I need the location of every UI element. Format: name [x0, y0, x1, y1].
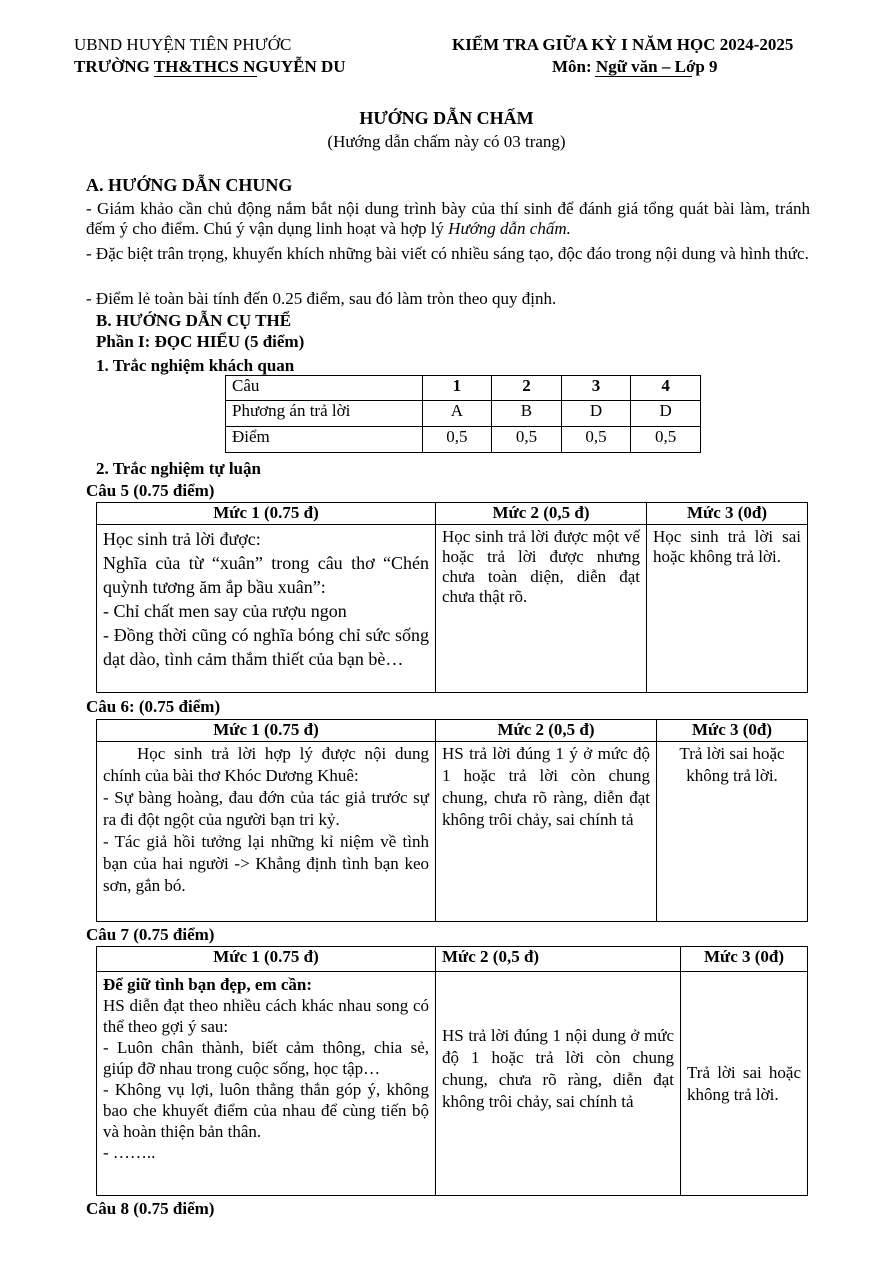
- table-cell: A: [422, 401, 492, 427]
- rubric-header-row: [97, 947, 808, 972]
- subject-name: Ngữ văn – Lớp 9: [595, 57, 718, 76]
- rubric-line: - Tác giả hồi tưởng lại những kỉ niệm về tình bạn của hai người -> Khẳng định tình bạn keo sơn, gắn bó.: [103, 832, 429, 895]
- part-1-heading: Phần I: ĐỌC HIỂU (5 điểm): [96, 332, 305, 351]
- school-name-text: TRƯỜNG TH&THCS NGUYỄN DU: [74, 57, 346, 76]
- question-5-heading: Câu 5 (0.75 điểm): [86, 481, 215, 500]
- rubric-line: - Chỉ chất men say của rượu ngon: [103, 601, 347, 621]
- rubric-line-bold: Để giữ tình bạn đẹp, em cần:: [103, 975, 313, 994]
- section-a-p1-italic: Hướng dẫn chấm.: [448, 219, 571, 238]
- level-3-header: Mức 3 (0đ): [681, 947, 808, 972]
- level-1-content: [97, 742, 436, 922]
- table-row: [226, 427, 701, 453]
- rubric-header-row: [97, 720, 808, 742]
- level-2-content: HS trả lời đúng 1 ý ở mức độ 1 hoặc trả lời còn chung chung, chưa rõ ràng, diễn đạt không trôi chảy, sai chính tả: [436, 742, 657, 922]
- level-1-header: Mức 1 (0.75 đ): [97, 503, 436, 525]
- rubric-line: - Sự bàng hoàng, đau đớn của tác giả trước sự ra đi đột ngột của người bạn tri kỷ.: [103, 788, 429, 829]
- rubric-line: Học sinh trả lời hợp lý được nội dung chính của bài thơ Khóc Dương Khuê:: [103, 744, 429, 785]
- question-5-rubric-table: [96, 502, 808, 693]
- subject-underline: [595, 76, 692, 77]
- level-3-content: Học sinh trả lời sai hoặc không trả lời.: [647, 525, 808, 693]
- question-7-rubric-table: [96, 946, 808, 1196]
- rubric-content-row: [97, 525, 808, 693]
- level-2-header: Mức 2 (0,5 đ): [436, 947, 681, 972]
- level-1-content: [97, 972, 436, 1196]
- mc-header-cell: 2: [492, 376, 562, 401]
- section-b-heading: B. HƯỚNG DẪN CỤ THỂ: [96, 311, 292, 330]
- level-1-content: [97, 525, 436, 693]
- table-cell: B: [492, 401, 562, 427]
- question-6-rubric-table: [96, 719, 808, 922]
- level-3-content: Trả lời sai hoặc không trả lời.: [681, 972, 808, 1196]
- section-a-heading: A. HƯỚNG DẪN CHUNG: [86, 175, 293, 195]
- level-2-header: Mức 2 (0,5 đ): [436, 720, 657, 742]
- mc-header-cell: Câu: [226, 376, 423, 401]
- question-7-heading: Câu 7 (0.75 điểm): [86, 925, 215, 944]
- rubric-line: - Đồng thời cũng có nghĩa bóng chỉ sức sống dạt dào, tình cảm thắm thiết của bạn bè…: [103, 625, 429, 669]
- mc-heading: 1. Trắc nghiệm khách quan: [96, 356, 295, 375]
- question-8-heading: Câu 8 (0.75 điểm): [86, 1199, 215, 1218]
- level-3-header: Mức 3 (0đ): [647, 503, 808, 525]
- mc-table-header-row: [226, 376, 701, 401]
- school-district: UBND HUYỆN TIÊN PHƯỚC: [74, 35, 292, 54]
- level-3-header: Mức 3 (0đ): [657, 720, 808, 742]
- exam-title: KIỂM TRA GIỮA KỲ I NĂM HỌC 2024-2025: [452, 35, 794, 54]
- page-subtitle: (Hướng dẫn chấm này có 03 trang): [327, 132, 566, 151]
- rubric-line: - Luôn chân thành, biết cảm thông, chia sẻ, giúp đỡ nhau trong cuộc sống, học tập…: [103, 1038, 429, 1078]
- essay-heading: 2. Trắc nghiệm tự luận: [96, 459, 261, 478]
- exam-subject: [552, 56, 718, 77]
- mc-answer-table: [225, 375, 701, 453]
- table-cell: 0,5: [561, 427, 631, 453]
- level-3-content: Trả lời sai hoặc không trả lời.: [657, 742, 808, 922]
- school-name: [74, 56, 346, 77]
- table-cell: 0,5: [492, 427, 562, 453]
- mc-header-cell: 1: [422, 376, 492, 401]
- table-cell: D: [631, 401, 701, 427]
- level-2-content: HS trả lời đúng 1 nội dung ở mức độ 1 hoặc trả lời còn chung chung, chưa rõ ràng, diễn đạt không trôi chảy, sai chính tả: [436, 972, 681, 1196]
- table-cell: Điểm: [226, 427, 423, 453]
- page-title: HƯỚNG DẪN CHẤM: [359, 108, 534, 128]
- level-2-content: Học sinh trả lời được một vế hoặc trả lời được nhưng chưa toàn diện, diễn đạt chưa thật rõ.: [436, 525, 647, 693]
- question-6-heading: Câu 6: (0.75 điểm): [86, 697, 221, 716]
- rubric-content-row: [97, 742, 808, 922]
- section-a-p1-text: - Giám khảo cần chủ động nắm bắt nội dung trình bày của thí sinh để đánh giá tổng quát bài làm, tránh đếm ý cho điểm. Chú ý vận dụng linh hoạt và hợp lý: [86, 199, 810, 238]
- subject-prefix: Môn:: [552, 57, 592, 76]
- rubric-line: Học sinh trả lời được:: [103, 529, 261, 549]
- section-a-paragraph-2: - Đặc biệt trân trọng, khuyến khích những bài viết có nhiều sáng tạo, độc đáo trong nội dung và hình thức.: [86, 244, 809, 263]
- rubric-line: - ……..: [103, 1143, 156, 1162]
- section-a-paragraph-3: - Điểm lẻ toàn bài tính đến 0.25 điểm, sau đó làm tròn theo quy định.: [86, 289, 557, 308]
- rubric-line: HS diễn đạt theo nhiều cách khác nhau song có thể theo gợi ý sau:: [103, 996, 429, 1036]
- table-cell: Phương án trả lời: [226, 401, 423, 427]
- mc-header-cell: 3: [561, 376, 631, 401]
- table-cell: D: [561, 401, 631, 427]
- table-row: [226, 401, 701, 427]
- level-2-header: Mức 2 (0,5 đ): [436, 503, 647, 525]
- mc-header-cell: 4: [631, 376, 701, 401]
- school-name-underline: [154, 76, 257, 77]
- rubric-line: - Không vụ lợi, luôn thẳng thắn góp ý, không bao che khuyết điểm của nhau để cùng tiến bộ và hoàn thiện bản thân.: [103, 1080, 429, 1141]
- table-cell: 0,5: [422, 427, 492, 453]
- section-a-paragraph-1: [86, 199, 810, 239]
- table-cell: 0,5: [631, 427, 701, 453]
- level-1-header: Mức 1 (0.75 đ): [97, 947, 436, 972]
- level-1-header: Mức 1 (0.75 đ): [97, 720, 436, 742]
- rubric-header-row: [97, 503, 808, 525]
- rubric-content-row: [97, 972, 808, 1196]
- rubric-line: Nghĩa của từ “xuân” trong câu thơ “Chén quỳnh tương ăm ắp bầu xuân”:: [103, 553, 429, 597]
